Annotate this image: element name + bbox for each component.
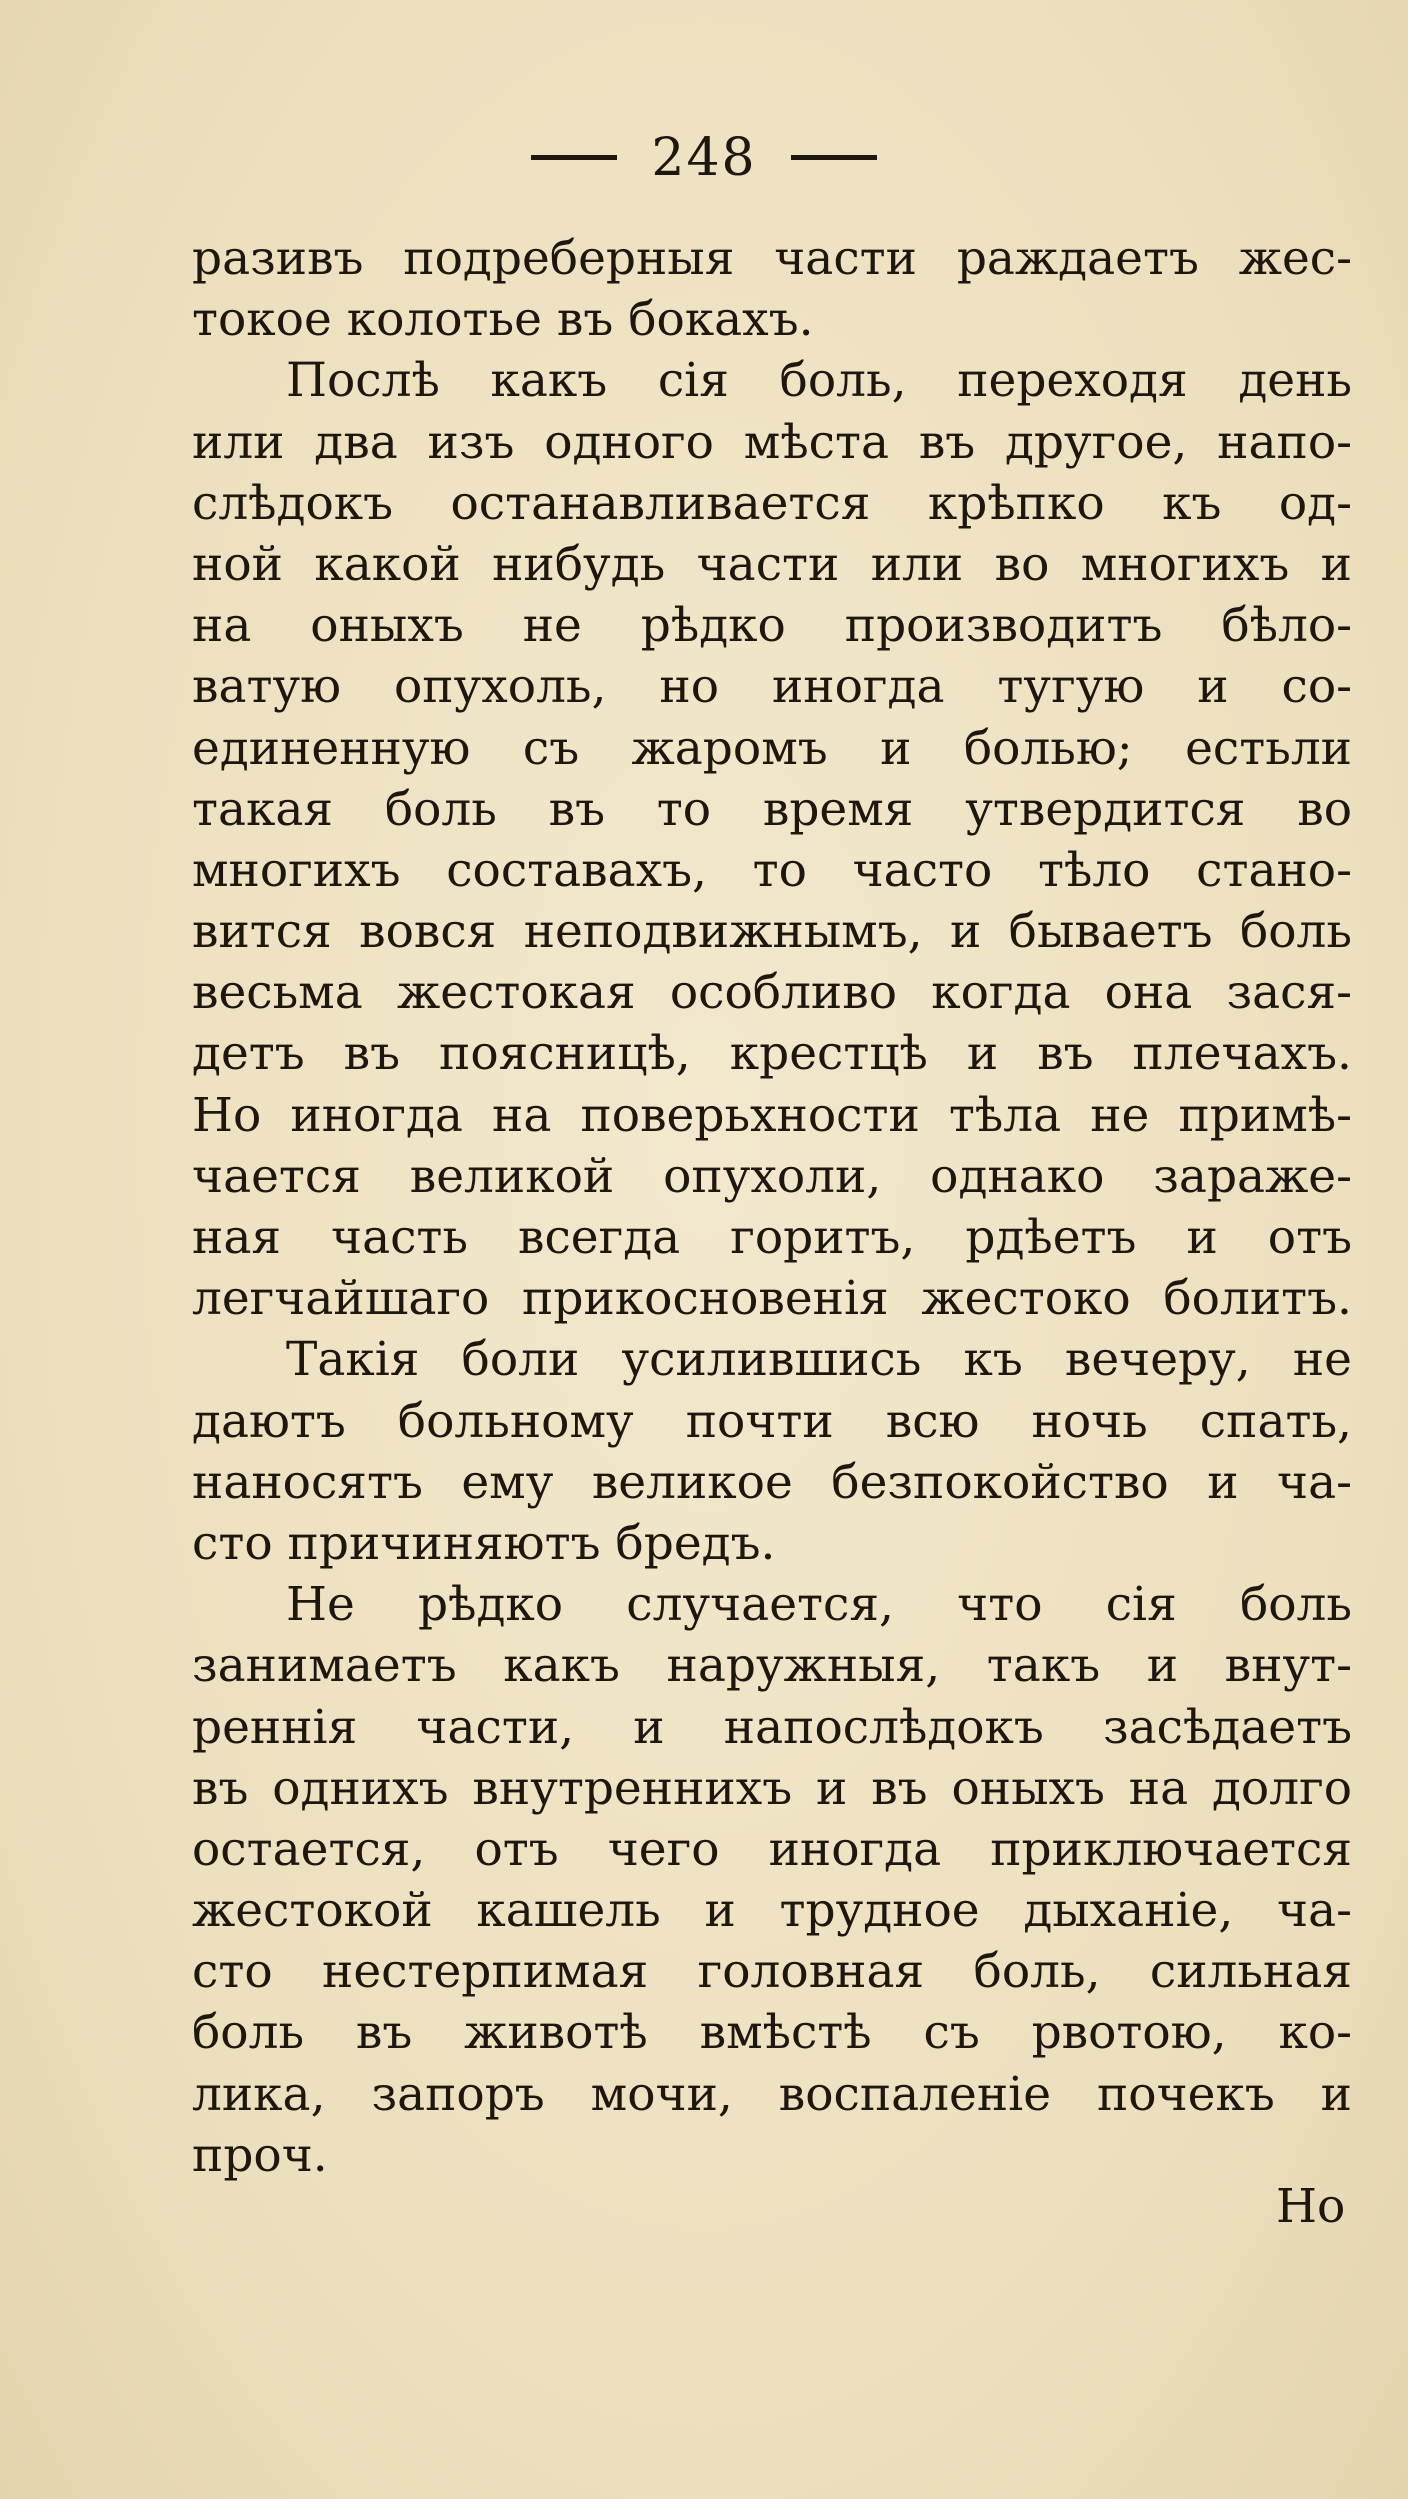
text-line: Но иногда на поверьхности тѣла не примѣ- — [192, 1087, 1352, 1143]
page-number: 248 — [651, 127, 757, 188]
text-line: наносятъ ему великое безпокойство и ча- — [192, 1454, 1352, 1510]
text-line: ватую опухоль, но иногда тугую и со- — [192, 659, 1352, 715]
text-line: многихъ составахъ, то часто тѣло стано- — [192, 842, 1352, 898]
text-line: въ однихъ внутреннихъ и въ оныхъ на долго — [192, 1760, 1352, 1816]
header-dash-left — [531, 155, 617, 160]
text-line: боль въ животѣ вмѣстѣ съ рвотою, ко- — [192, 2005, 1352, 2061]
text-line: детъ въ поясницѣ, крестцѣ и въ плечахъ. — [192, 1026, 1352, 1082]
text-line: реннія части, и напослѣдокъ засѣдаетъ — [192, 1699, 1352, 1755]
text-line: легчайшаго прикосновенія жестоко болитъ. — [192, 1271, 1352, 1327]
text-line: лика, запоръ мочи, воспаленіе почекъ и — [192, 2066, 1352, 2122]
header-dash-right — [791, 155, 877, 160]
text-line: даютъ больному почти всю ночь спать, — [192, 1393, 1352, 1449]
text-line: вится вовся неподвижнымъ, и бываетъ боль — [192, 904, 1352, 960]
page-header — [0, 127, 1408, 188]
text-line: Не рѣдко случается, что сія боль — [286, 1577, 1352, 1633]
catchword: Но — [1276, 2179, 1346, 2234]
text-line: ной какой нибудь части или во многихъ и — [192, 536, 1352, 592]
text-line: проч. — [192, 2127, 328, 2183]
text-line: слѣдокъ останавливается крѣпко къ од- — [192, 475, 1352, 531]
text-line: или два изъ одного мѣста въ другое, напо- — [192, 414, 1352, 470]
page-text — [192, 228, 1352, 2186]
text-line: Такія боли усилившись къ вечеру, не — [286, 1332, 1352, 1388]
text-line: Послѣ какъ сія боль, переходя день — [286, 353, 1352, 409]
text-line: сто нестерпимая головная боль, сильная — [192, 1944, 1352, 2000]
text-line: занимаетъ какъ наружныя, такъ и внут- — [192, 1638, 1352, 1694]
text-line: такая боль въ то время утвердится во — [192, 781, 1352, 837]
text-line: остается, отъ чего иногда приключается — [192, 1821, 1352, 1877]
text-line: чается великой опухоли, однако зараже- — [192, 1148, 1352, 1204]
text-line: сто причиняютъ бредъ. — [192, 1515, 776, 1571]
text-line: жестокой кашель и трудное дыханіе, ча- — [192, 1883, 1352, 1939]
text-line: токое колотье въ бокахъ. — [192, 292, 814, 348]
text-line: единенную съ жаромъ и болью; естьли — [192, 720, 1352, 776]
text-line: на оныхъ не рѣдко производитъ бѣло- — [192, 598, 1352, 654]
text-line: весьма жестокая особливо когда она зася- — [192, 965, 1352, 1021]
text-line: ная часть всегда горитъ, рдѣетъ и отъ — [192, 1210, 1352, 1265]
text-line: разивъ подреберныя части раждаетъ жес- — [192, 231, 1352, 286]
